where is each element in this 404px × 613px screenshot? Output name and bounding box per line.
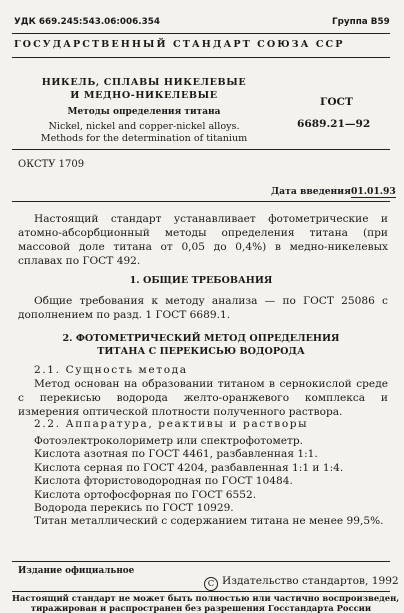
subsection-2-1-heading: 2.1. Сущность метода	[34, 364, 188, 376]
title-rule	[12, 149, 390, 150]
effective-date-value: 01.01.93	[351, 186, 396, 197]
list-item: Кислота фтористоводородная по ГОСТ 10484.	[34, 475, 293, 488]
footer-rule-bottom	[12, 591, 390, 592]
list-item: Кислота серная по ГОСТ 4204, разбавленная 1:1 и 1:4.	[34, 461, 344, 474]
subsection-2-1-paragraph: Метод основан на образовании титаном в сернокислой среде с перекисью водорода желто-оранжевого комплекса и измерения оптической плотности полученного раствора.	[18, 378, 388, 418]
udk-code: УДК 669.245:543.06:006.354	[14, 17, 160, 27]
gost-number: 6689.21—92	[297, 118, 371, 130]
footer-rule-top	[12, 561, 390, 562]
title-line-2: И МЕДНО-НИКЕЛЕВЫЕ	[70, 90, 218, 101]
intro-paragraph: Настоящий стандарт устанавливает фотометрические и атомно-абсорбционный методы определения титана (при массовой доле титана от 0,05 до 0,4%) в медно-никелевых сплавах по ГОСТ 492.	[18, 213, 388, 267]
footer-notice-1: Настоящий стандарт не может быть полностью или частично воспроизведен,	[12, 593, 400, 603]
gost-label: ГОСТ	[320, 96, 353, 108]
list-item: Кислота ортофосфорная по ГОСТ 6552.	[34, 488, 257, 501]
subtitle: Методы определения титана	[67, 107, 221, 117]
section-1-paragraph: Общие требования к методу анализа — по ГОСТ 25086 с дополнением по разд. 1 ГОСТ 6689.1.	[18, 295, 388, 321]
title-en-2: Methods for the determination of titanium	[40, 133, 248, 144]
copyright-icon: C	[204, 577, 218, 591]
section-2-heading-2: ТИТАНА С ПЕРЕКИСЬЮ ВОДОРОДА	[97, 346, 305, 357]
date-rule	[12, 201, 390, 202]
title-line-1: НИКЕЛЬ, СПЛАВЫ НИКЕЛЕВЫЕ	[41, 77, 247, 88]
subsection-2-2-heading: 2.2. Аппаратура, реактивы и растворы	[34, 418, 309, 430]
okstu-code: ОКСТУ 1709	[18, 159, 85, 170]
equipment-list	[34, 435, 384, 529]
copyright-text: Издательство стандартов, 1992	[222, 575, 399, 587]
official-edition: Издание официальное	[18, 566, 135, 576]
section-1-heading: 1. ОБЩИЕ ТРЕБОВАНИЯ	[129, 275, 273, 286]
header-rule	[12, 57, 390, 58]
group-code: Группа В59	[332, 17, 390, 27]
copyright-notice	[204, 575, 399, 591]
title-en-1: Nickel, nickel and copper-nickel alloys.	[48, 121, 240, 132]
effective-date-label: Дата введения	[271, 186, 351, 197]
list-item: Кислота азотная по ГОСТ 4461, разбавленная 1:1.	[34, 448, 318, 461]
footer-notice-2: тиражирован и распространен без разрешения Госстандарта России	[30, 603, 372, 613]
list-item: Титан металлический с содержанием титана не менее 99,5%.	[34, 515, 384, 528]
list-item: Фотоэлектроколориметр или спектрофотометр.	[34, 435, 304, 447]
standard-title: ГОСУДАРСТВЕННЫЙ СТАНДАРТ СОЮЗА ССР	[14, 39, 345, 50]
section-2-heading-1: 2. ФОТОМЕТРИЧЕСКИЙ МЕТОД ОПРЕДЕЛЕНИЯ	[62, 333, 340, 344]
list-item: Водорода перекись по ГОСТ 10929.	[34, 502, 234, 515]
top-rule	[12, 33, 390, 34]
